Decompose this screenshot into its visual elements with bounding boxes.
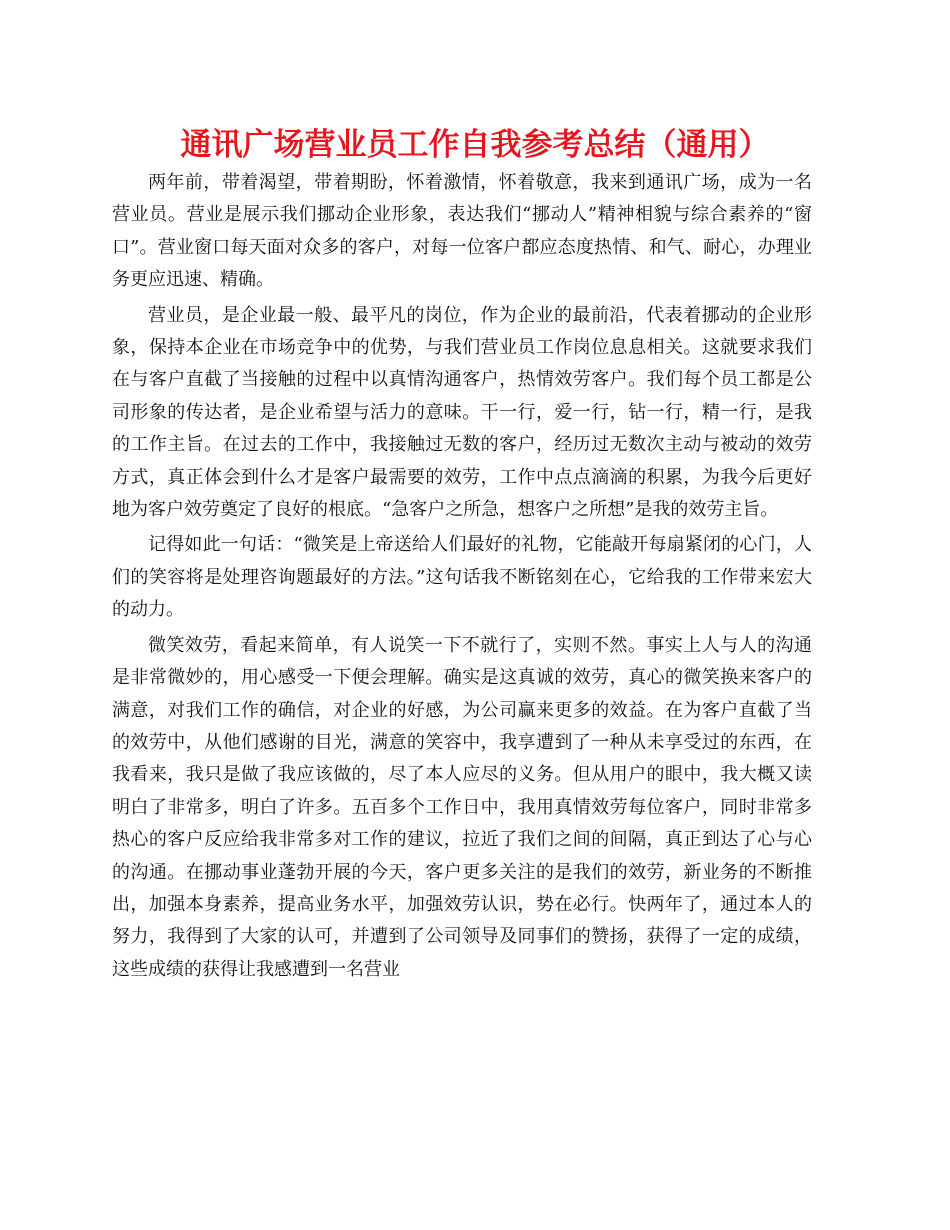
- document-body: [112, 167, 812, 989]
- document-title: 通讯广场营业员工作自我参考总结（通用）: [180, 127, 770, 163]
- paragraph-1: 两年前，带着渴望，带着期盼，怀着激情，怀着敬意，我来到通讯广场，成为一名营业员。营业是展示我们挪动企业形象，表达我们“挪动人”精神相貌与综合素养的“窗口”。营业窗口每天面对众多的客户，对每一位客户都应态度热情、和气、耐心，办理业务更应迅速、精确。: [112, 172, 812, 291]
- paragraph-3: 记得如此一句话：“微笑是上帝送给人们最好的礼物，它能敲开每扇紧闭的心门，人们的笑容将是处理咨询题最好的方法。”这句话我不断铭刻在心，它给我的工作带来宏大的动力。: [112, 534, 812, 621]
- paragraph-4: 微笑效劳，看起来简单，有人说笑一下不就行了，实则不然。事实上人与人的沟通是非常微妙的，用心感受一下便会理解。确实是这真诚的效劳，真心的微笑换来客户的满意，对我们工作的确信，对企业的好感，为公司赢来更多的效益。在为客户直截了当的效劳中，从他们感谢的目光，满意的笑容中，我享遭到了一种从未享受过的东西，在我看来，我只是做了我应该做的，尽了本人应尽的义务。但从用户的眼中，我大概又读明白了非常多，明白了许多。五百多个工作日中，我用真情效劳每位客户，同时非常多热心的客户反应给我非常多对工作的建议，拉近了我们之间的间隔，真正到达了心与心的沟通。在挪动事业蓬勃开展的今天，客户更多关注的是我们的效劳，新业务的不断推出，加强本身素养，提高业务水平，加强效劳认识，势在必行。快两年了，通过本人的努力，我得到了大家的认可，并遭到了公司领导及同事们的赞扬，获得了一定的成绩，这些成绩的获得让我感遭到一名营业: [112, 634, 812, 980]
- paragraph-2: 营业员，是企业最一般、最平凡的岗位，作为企业的最前沿，代表着挪动的企业形象，保持本企业在市场竞争中的优势，与我们营业员工作岗位息息相关。这就要求我们在与客户直截了当接触的过程中以真情沟通客户，热情效劳客户。我们每个员工都是公司形象的传达者，是企业希望与活力的意味。干一行，爱一行，钻一行，精一行，是我的工作主旨。在过去的工作中，我接触过无数的客户，经历过无数次主动与被动的效劳方式，真正体会到什么才是客户最需要的效劳，工作中点点滴滴的积累，为我今后更好地为客户效劳奠定了良好的根底。“急客户之所急，想客户之所想”是我的效劳主旨。: [112, 304, 812, 521]
